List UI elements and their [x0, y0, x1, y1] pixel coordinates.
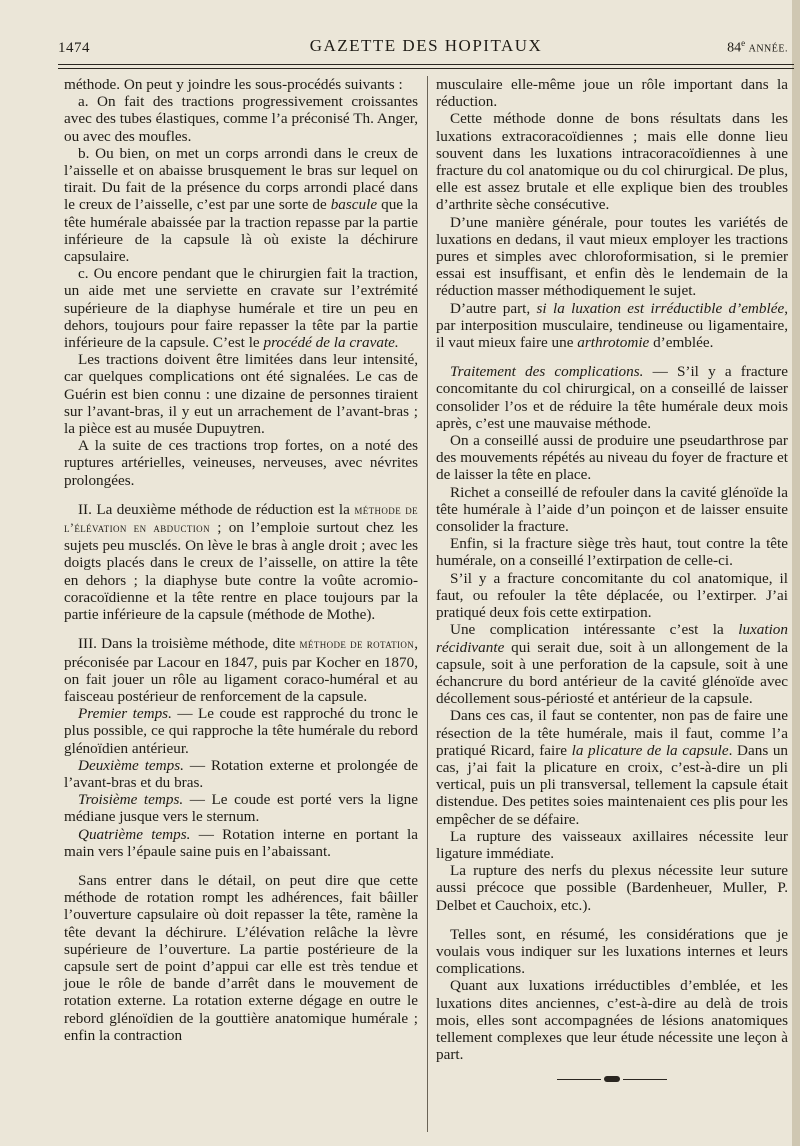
paragraph: Troisième temps. — Le coude est porté vers la ligne médiane jusque vers le sternum. — [64, 791, 419, 826]
page-edge — [792, 0, 800, 1146]
page-number: 1474 — [58, 40, 90, 56]
paragraph: A la suite de ces tractions trop fortes, on a noté des ruptures artérielles, veineuses, nerveuses, avec névrites prolongées. — [64, 437, 418, 489]
emphasis: Premier temps. — [78, 705, 172, 723]
year-word: ANNÉE. — [748, 43, 788, 55]
emphasis: Deuxième temps. — [78, 756, 184, 774]
paragraph: D’une manière générale, pour toutes les variétés de luxations en dedans, il vaut mieux employer les tractions pures et simples avec chloroformisation, si le premier essai est insuffisant, et enfin dès le lendemain de la réduction masser méthodiquement le sujet. — [436, 213, 788, 300]
paragraph: Une complication intéressante c’est la luxation récidivante qui serait due, soit à un allongement de la capsule, soit à une perforation de la capsule, soit à une échancrure du bord antérieur de la cavité glénoïde avec décollement sous-périosté et antérieur de la capsule. — [436, 621, 788, 708]
paragraph: Les tractions doivent être limitées dans leur intensité, car quelques complications ont été signalées. Le cas de Guérin est bien connu : une dizaine de personnes tiraient sur l’avant-bras, il y eut un arrachement de l’avant-bras ; la pièce est au musée Dupuytren. — [64, 351, 418, 438]
paragraph: III. Dans la troisième méthode, dite méthode de rotation, préconisée par Lacour en 1847, puis par Kocher en 1870, on fait jouer un rôle au ligament coraco-huméral et au faisceau postérieur de renforcement de la capsule. — [64, 635, 418, 705]
year-label — [727, 38, 788, 57]
paragraph: Dans ces cas, il faut se contenter, non pas de faire une résection de la tête humérale, mais il faut, comme l’a pratiqué Ricard, faire la plicature de la capsule. Dans un cas, j’ai fait la plicature en croix, c’est-à-dire un pli vertical, puis un pli transversal, tellement la capsule était distendue. Des petites soies maintenaient ces plis pour les empêcher de se défaire. — [436, 707, 789, 828]
paragraph: Deuxième temps. — Rotation externe et prolongée de l’avant-bras et du bras. — [64, 756, 418, 791]
year-sup: e — [741, 38, 746, 48]
emphasis: Troisième temps. — [78, 791, 184, 809]
paragraph: Cette méthode donne de bons résultats dans les luxations extracoracoïdiennes ; mais elle donne lieu souvent dans les luxations intracoracoïdiennes à une fracture du col anatomique ou du col chirurgical. De plus, elle est assez brutale et elle explique bien des troubles d’arthrite sèche consécutive. — [436, 110, 788, 214]
paragraph: c. Ou encore pendant que le chirurgien fait la traction, un aide met une serviette en cravate sur l’extrémité supérieure de la diaphyse humérale et tire un peu en dehors, toujours pour faire repasser la tête par la partie inférieure de la capsule. C’est le procédé de la cravate. — [64, 265, 418, 352]
paragraph: La rupture des nerfs du plexus nécessite leur suture aussi précoce que possible (Bardenheuer, Muller, P. Delbet et Cauchoix, etc.). — [436, 862, 788, 914]
emphasis: Traitement des complications. — [450, 363, 644, 381]
journal-title: GAZETTE DES HOPITAUX — [309, 36, 543, 55]
emphasis: la plicature de la capsule — [571, 741, 729, 759]
end-ornament — [557, 1075, 667, 1085]
emphasis: luxation récidivante — [436, 621, 788, 656]
paragraph: b. Ou bien, on met un corps arrondi dans le creux de l’aisselle et on abaisse brusquement le bras sur lequel on tirait. Du fait de la présence du corps arrondi placé dans le creux de l’aisselle, c’est par une sorte de bascule que la tête humérale abaissée par la traction repasse par la partie inférieure de la capsule là où existe la déchirure capsulaire. — [64, 144, 418, 266]
column-divider — [427, 76, 428, 1132]
paragraph: musculaire elle-même joue un rôle important dans la réduction. — [436, 76, 788, 111]
paragraph: Quant aux luxations irréductibles d’emblée, et les luxations dites anciennes, c’est-à-dire au delà de trois mois, elles sont accompagnées de lésions anatomiques tellement complexes que leur étude nécessite une leçon à part. — [436, 977, 788, 1064]
emphasis: arthrotomie — [577, 334, 650, 352]
left-column — [64, 76, 418, 1044]
emphasis: bascule — [330, 196, 378, 214]
paragraph: La rupture des vaisseaux axillaires nécessite leur ligature immédiate. — [436, 827, 788, 862]
header-rule-bottom — [58, 68, 794, 69]
emphasis: Quatrième temps. — [78, 825, 191, 843]
paragraph: a. On fait des tractions progressivement croissantes avec des tubes élastiques, comme l’a préconisé Th. Anger, ou avec des moufles. — [64, 93, 418, 145]
ornament-line-left — [557, 1079, 601, 1080]
paragraph: Telles sont, en résumé, les considérations que je voulais vous indiquer sur les luxations internes et leurs complications. — [436, 925, 788, 978]
paragraph: Premier temps. — Le coude est rapproché du tronc le plus possible, ce qui rapproche la tête humérale du rebord glénoïdien antérieur. — [64, 705, 419, 757]
paragraph: Sans entrer dans le détail, on peut dire que cette méthode de rotation rompt les adhérences, fait bâiller l’ouverture capsulaire où doit repasser la tête, ramène la tête devant la déchirure. L’élévation relâche la lèvre supérieure de l’ouverture. La partie postérieure de la capsule sert de point d’appui car elle est très tendue et joue le rôle de bande d’arrêt dans le mouvement de rotation externe. La rotation externe dégage en outre le rebord glénoïdien de la gouttière anatomique humérale ; enfin la contraction — [64, 871, 418, 1044]
running-header — [58, 30, 794, 64]
header-rule-top — [58, 64, 794, 65]
small-caps: méthode de l’élévation en abduction — [64, 502, 418, 536]
emphasis: si la luxation est irréductible d’emblée — [536, 299, 785, 317]
paragraph: S’il y a fracture concomitante du col anatomique, il faut, ou refouler la tête déplacée, ou l’extirper. J’ai pratiqué deux fois cette extirpation. — [436, 569, 788, 622]
paragraph: On a conseillé aussi de produire une pseudarthrose par des mouvements répétés au niveau du foyer de fracture et de laisser la tête en place. — [436, 432, 788, 484]
paragraph: méthode. On peut y joindre les sous-procédés suivants : — [64, 76, 403, 93]
right-column — [436, 76, 788, 1085]
paragraph: Quatrième temps. — Rotation interne en portant la main vers l’épaule saine puis en l’abaissant. — [64, 825, 418, 860]
paragraph: II. La deuxième méthode de réduction est la méthode de l’élévation en abduction ; on l’emploie surtout chez les sujets peu musclés. On lève le bras à angle droit ; avec les doigts placés dans le creux de l’aisselle, on attire la tête en dehors ; la diaphyse bute contre la voûte acromio-coracoïdienne et la tête rentre en place toujours par la partie inférieure de la capsule (méthode de Mothe). — [64, 500, 418, 624]
paragraph: D’autre part, si la luxation est irréductible d’emblée, par interposition musculaire, tendineuse ou ligamentaire, il vaut mieux faire une arthrotomie d’emblée. — [436, 299, 788, 352]
paragraph: Enfin, si la fracture siège très haut, tout contre la tête humérale, on a conseillé l’extirpation de celle-ci. — [436, 535, 788, 570]
small-caps: méthode de rotation — [299, 637, 415, 652]
emphasis: procédé de la cravate. — [263, 334, 399, 352]
paragraph: Traitement des complications. — S’il y a fracture concomitante du col chirurgical, on a conseillé de laisser consolider l’os et de réduire la tête humérale deux mois après, c’est une mauvaise méthode. — [436, 363, 788, 432]
ornament-line-right — [623, 1079, 667, 1080]
ornament-center — [604, 1076, 620, 1082]
year-ordinal: 84 — [727, 40, 742, 56]
paragraph: Richet a conseillé de refouler dans la cavité glénoïde la tête humérale à l’aide d’un poinçon et de laisser ensuite consolider la fracture. — [436, 483, 788, 536]
